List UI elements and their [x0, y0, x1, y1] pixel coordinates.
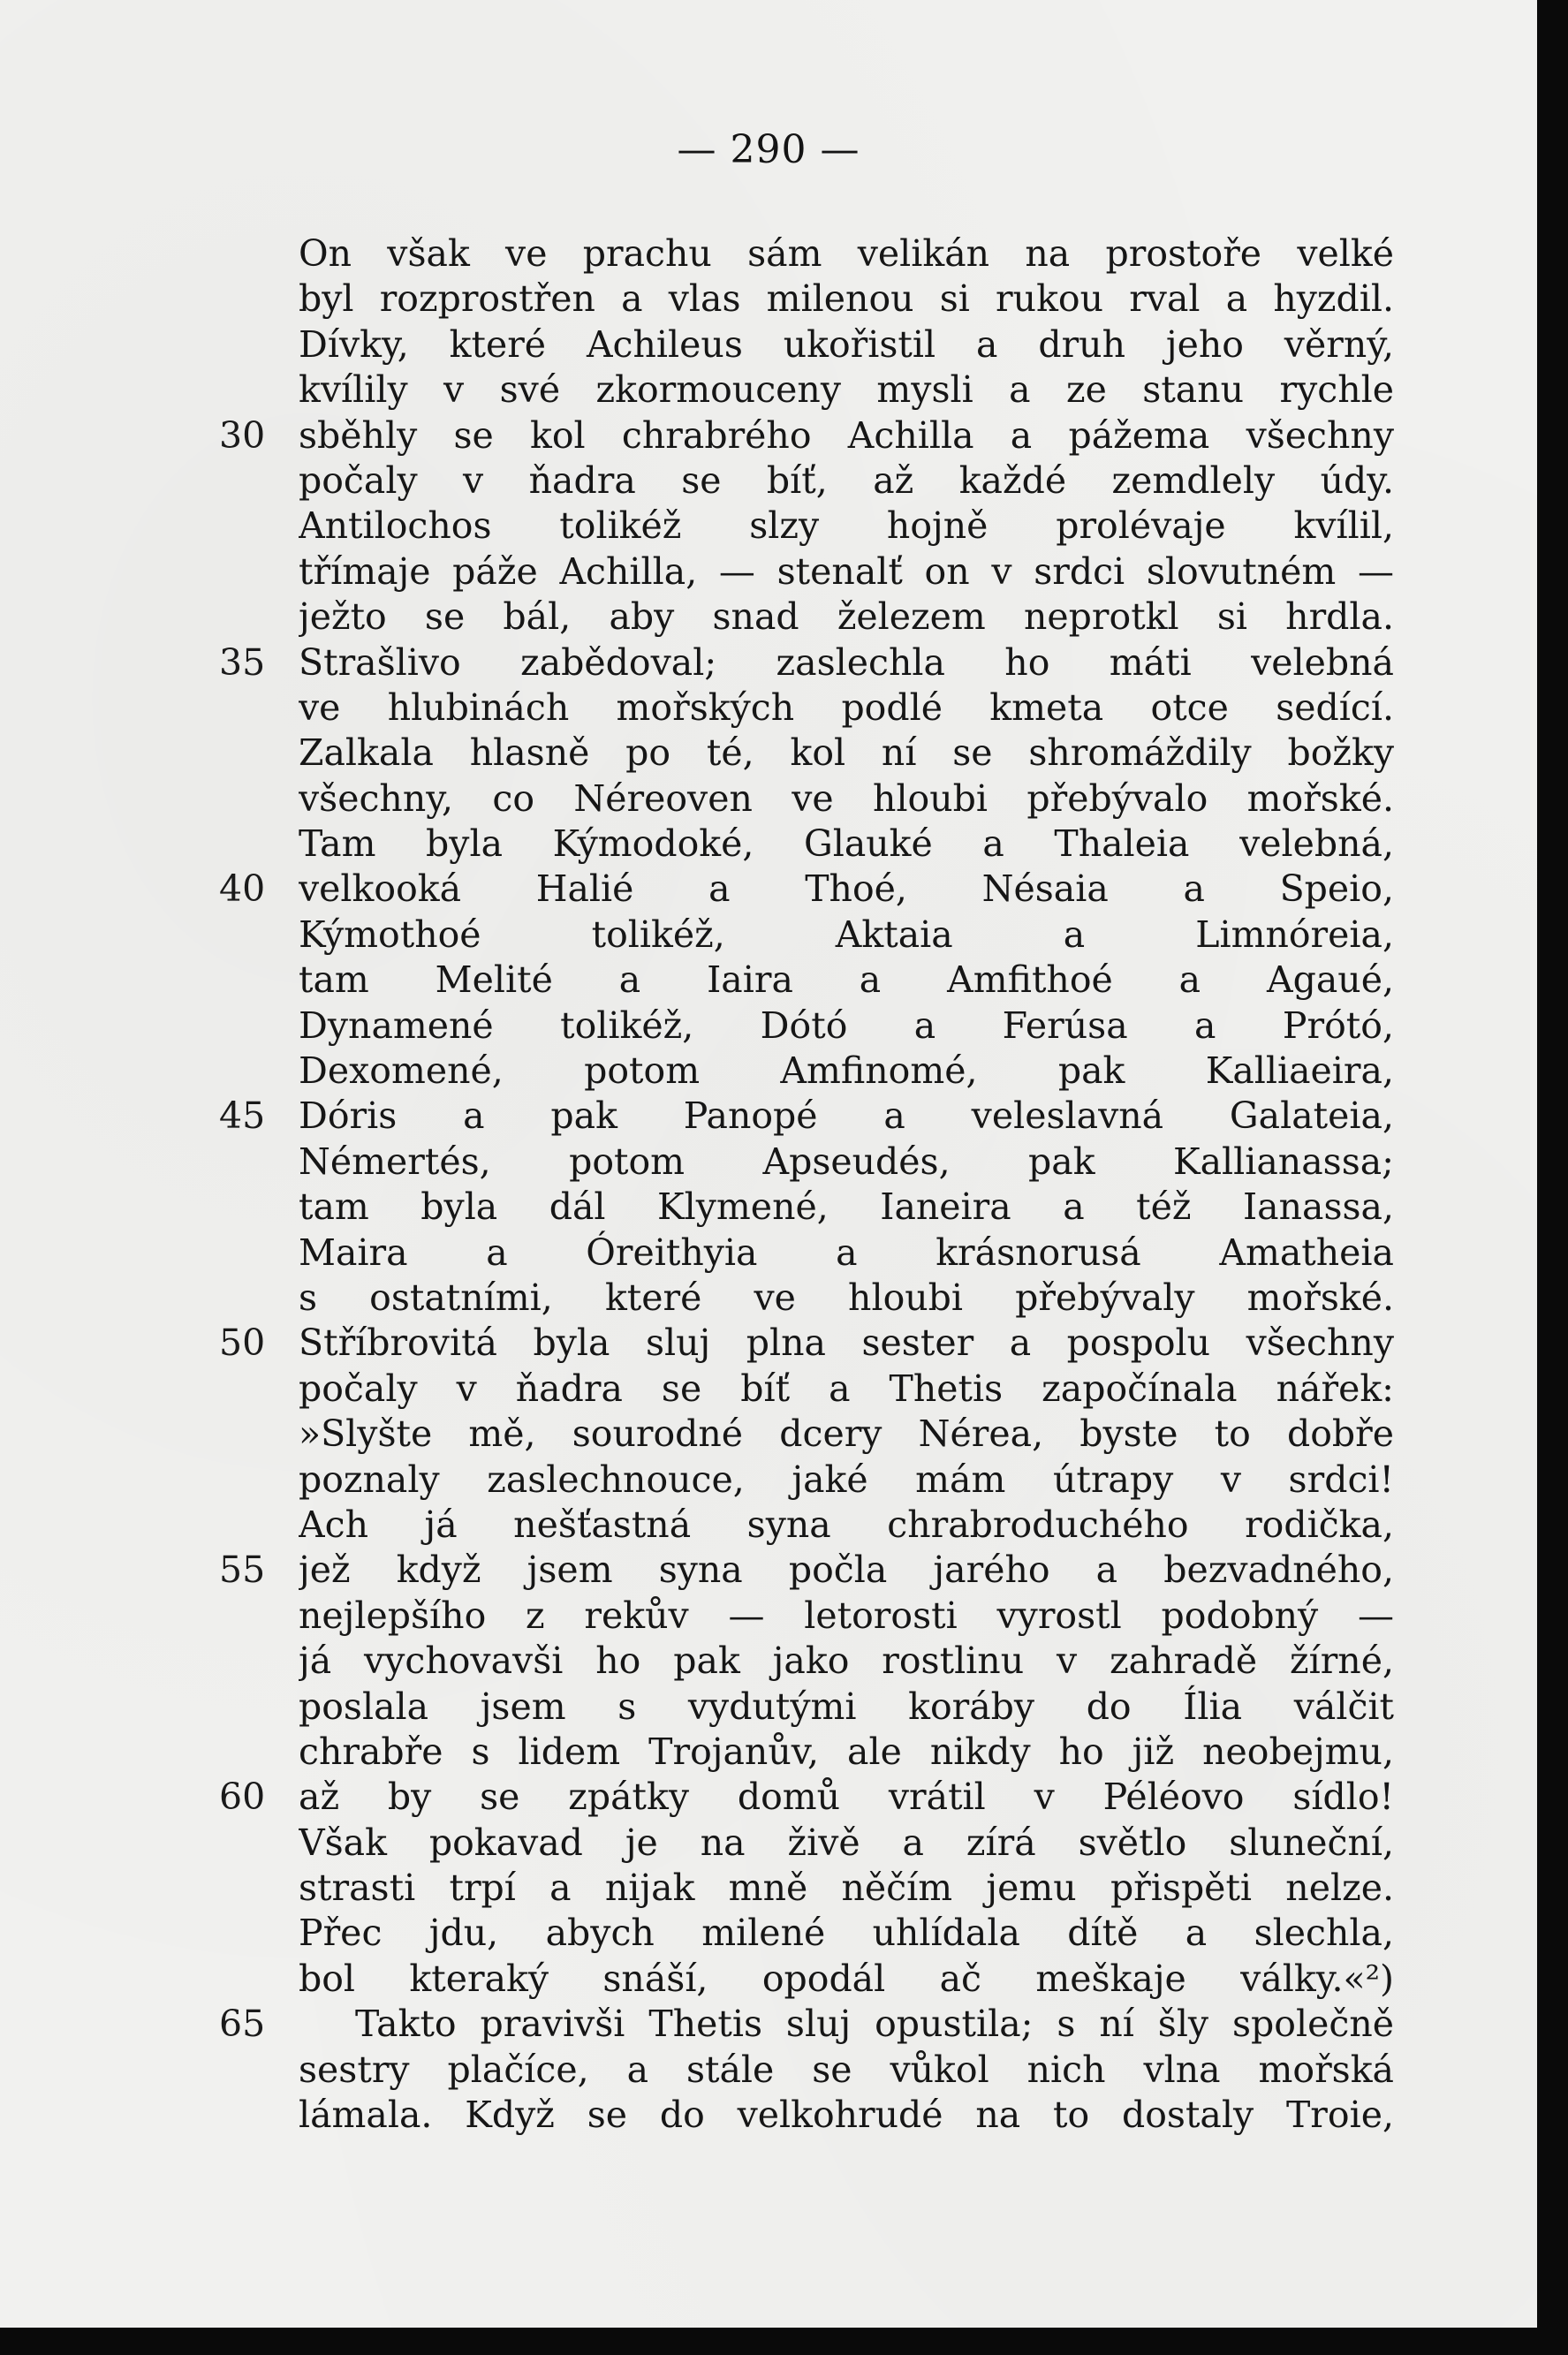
verse-text: sběhly se kol chrabrého Achilla a pážema všechny — [299, 413, 1394, 457]
verse-text: Maira a Óreithyia a krásnorusá Amatheia — [299, 1231, 1394, 1274]
verse-line — [0, 1594, 1537, 1639]
line-number: 45 — [219, 1094, 266, 1138]
verse-line — [0, 1231, 1537, 1276]
verse-line — [0, 685, 1537, 731]
verse-text: Dóris a pak Panopé a veleslavná Galateia, — [299, 1094, 1394, 1138]
verse-line — [0, 1185, 1537, 1230]
verse-line — [0, 1458, 1537, 1503]
verse-line — [0, 1821, 1537, 1866]
verse-line — [0, 549, 1537, 594]
verse-text: chrabře s lidem Trojanův, ale nikdy ho již neobejmu, — [299, 1730, 1394, 1773]
verse-text: všechny, co Néreoven ve hloubi přebývalo mořské. — [299, 776, 1394, 820]
verse-line — [0, 1276, 1537, 1321]
verse-text: Přec jdu, abych milené uhlídala dítě a slechla, — [299, 1912, 1394, 1955]
verse-text: až by se zpátky domů vrátil v Péléovo sídlo! — [299, 1776, 1394, 1819]
verse-line — [0, 2002, 1537, 2047]
verse-text: Antilochos tolikéž slzy hojně prolévaje kvílil, — [299, 504, 1394, 548]
line-number: 65 — [219, 2003, 266, 2046]
verse-line — [0, 958, 1537, 1003]
scan-border-right — [1537, 0, 1568, 2355]
verse-text: lámala. Když se do velkohrudé na to dostaly Troie, — [299, 2094, 1394, 2137]
page-number: — 290 — — [677, 127, 860, 172]
verse-line — [0, 504, 1537, 549]
verse-text: poznaly zaslechnouce, jaké mám útrapy v srdci! — [299, 1458, 1394, 1501]
verse-text: »Slyšte mě, sourodné dcery Nérea, byste to dobře — [299, 1412, 1394, 1456]
verse-line — [0, 413, 1537, 458]
verse-text: poslala jsem s vydutými koráby do Ília válčit — [299, 1685, 1394, 1728]
verse-text: tam byla dál Klymené, Ianeira a též Ianassa, — [299, 1185, 1394, 1229]
verse-line — [0, 276, 1537, 322]
verse-line — [0, 1775, 1537, 1820]
line-number: 30 — [219, 413, 266, 457]
verse-line — [0, 458, 1537, 504]
verse-text: třímaje páže Achilla, — stenalť on v srdci slovutném — — [299, 549, 1394, 593]
verse-text: velkooká Halié a Thoé, Nésaia a Speio, — [299, 867, 1394, 911]
verse-line — [0, 867, 1537, 912]
verse-text: tam Melité a Iaira a Amfithoé a Agaué, — [299, 958, 1394, 1002]
verse-text: Strašlivo zabědoval; zaslechla ho máti velebná — [299, 640, 1394, 684]
verse-line — [0, 1548, 1537, 1593]
verse-line — [0, 1503, 1537, 1548]
verse-text: byl rozprostřen a vlas milenou si rukou rval a hyzdil. — [299, 277, 1394, 321]
verse-text: ježto se bál, aby snad železem neprotkl si hrdla. — [299, 595, 1394, 639]
verse-text: Však pokavad je na živě a zírá světlo sluneční, — [299, 1821, 1394, 1864]
verse-text: Takto pravivši Thetis sluj opustila; s ní šly společně — [355, 2003, 1394, 2046]
line-number: 60 — [219, 1776, 266, 1819]
verse-text: nejlepšího z rekův — letorosti vyrostl podobný — — [299, 1594, 1394, 1637]
verse-line — [0, 2048, 1537, 2093]
verse-text: Tam byla Kýmodoké, Glauké a Thaleia velebná, — [299, 822, 1394, 866]
verse-text: Ach já nešťastná syna chrabroduchého rodička, — [299, 1503, 1394, 1546]
line-number: 50 — [219, 1321, 266, 1365]
verse-text: kvílily v své zkormouceny mysli a ze stanu rychle — [299, 368, 1394, 412]
verse-text: počaly v ňadra se bíť, až každé zemdlely údy. — [299, 458, 1394, 502]
verse-line — [0, 1140, 1537, 1185]
verse-line — [0, 1003, 1537, 1049]
verse-line — [0, 231, 1537, 276]
verse-text: s ostatními, které ve hloubi přebývaly mořské. — [299, 1276, 1394, 1319]
verse-line — [0, 1911, 1537, 1956]
verse-text: jež když jsem syna počla jarého a bezvadného, — [299, 1549, 1394, 1592]
line-number: 55 — [219, 1549, 266, 1592]
verse-line — [0, 776, 1537, 822]
verse-block — [0, 231, 1537, 2138]
verse-text: Stříbrovitá byla sluj plna sester a pospolu všechny — [299, 1321, 1394, 1365]
verse-line — [0, 322, 1537, 367]
verse-line — [0, 367, 1537, 413]
verse-line — [0, 1685, 1537, 1730]
verse-text: Kýmothoé tolikéž, Aktaia a Limnóreia, — [299, 912, 1394, 956]
verse-text: Dynamené tolikéž, Dótó a Ferúsa a Prótó, — [299, 1003, 1394, 1047]
verse-text: On však ve prachu sám velikán na prostoře velké — [299, 232, 1394, 275]
line-number: 35 — [219, 640, 266, 684]
line-number: 40 — [219, 867, 266, 911]
verse-text: Dívky, které Achileus ukořistil a druh jeho věrný, — [299, 322, 1394, 366]
verse-line — [0, 1412, 1537, 1457]
verse-text: Némertés, potom Apseudés, pak Kallianassa; — [299, 1140, 1394, 1183]
scan-border-bottom — [0, 2328, 1568, 2355]
verse-line — [0, 1730, 1537, 1775]
verse-line — [0, 822, 1537, 867]
verse-line — [0, 640, 1537, 685]
verse-line — [0, 1367, 1537, 1412]
verse-line — [0, 912, 1537, 958]
verse-line — [0, 1957, 1537, 2002]
verse-text: bol kteraký snáší, opodál ač meškaje války.«²) — [299, 1957, 1394, 2000]
verse-text: strasti trpí a nijak mně něčím jemu přispěti nelze. — [299, 1867, 1394, 1910]
verse-text: Zalkala hlasně po té, kol ní se shromáždily božky — [299, 731, 1394, 775]
verse-text: Dexomené, potom Amfinomé, pak Kalliaeira, — [299, 1049, 1394, 1093]
verse-line — [0, 731, 1537, 776]
verse-line — [0, 594, 1537, 640]
verse-text: ve hlubinách mořských podlé kmeta otce sedící. — [299, 685, 1394, 729]
verse-line — [0, 1049, 1537, 1094]
verse-line — [0, 1094, 1537, 1139]
verse-line — [0, 1639, 1537, 1684]
verse-line — [0, 1866, 1537, 1911]
verse-text: já vychovavši ho pak jako rostlinu v zahradě žírné, — [299, 1639, 1394, 1683]
verse-line — [0, 2093, 1537, 2138]
verse-line — [0, 1321, 1537, 1366]
verse-text: sestry plačíce, a stále se vůkol nich vlna mořská — [299, 2048, 1394, 2091]
verse-text: počaly v ňadra se bíť a Thetis započínala nářek: — [299, 1367, 1394, 1410]
